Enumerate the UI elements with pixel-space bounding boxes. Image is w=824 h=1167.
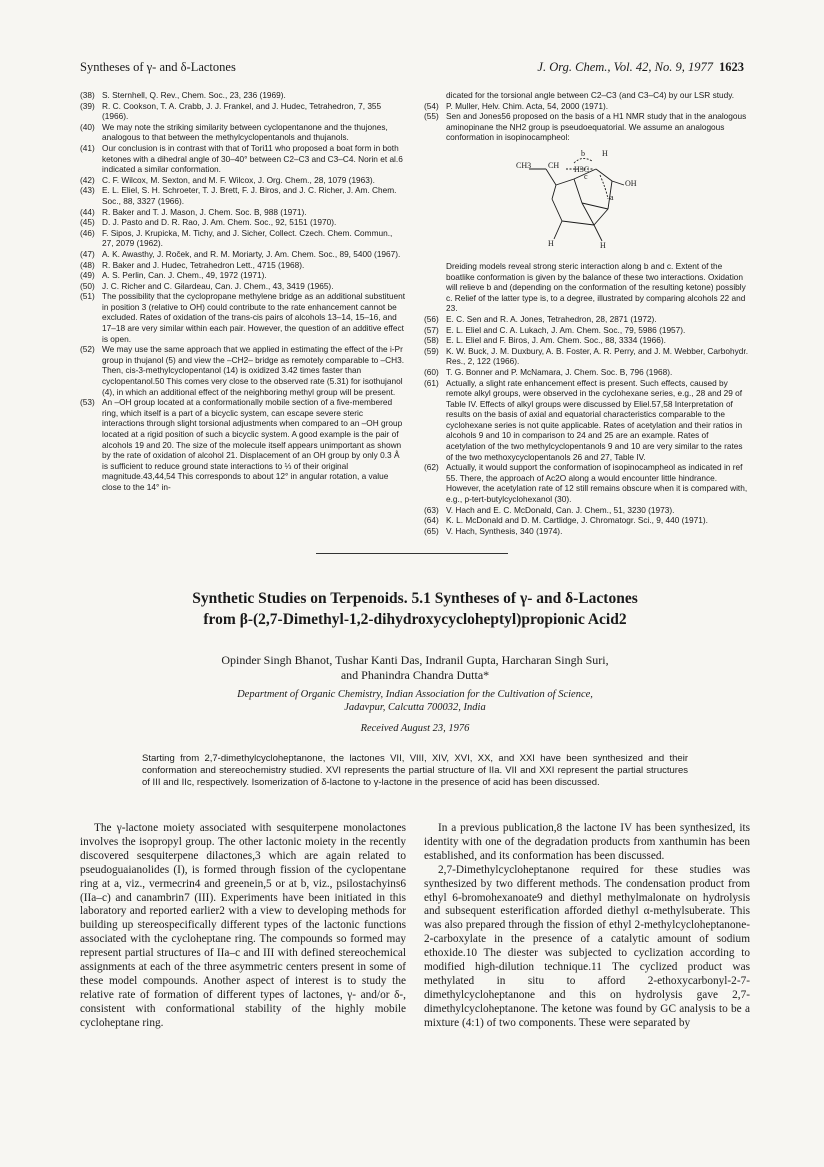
reference-number: (44) — [80, 206, 95, 217]
reference-number: (60) — [424, 366, 439, 377]
h3c-label: H3C — [574, 164, 590, 174]
reference-entry — [424, 378, 750, 463]
reference-entry — [424, 367, 750, 378]
isopinocampheol-structure-figure — [424, 147, 750, 259]
reference-text: The possibility that the cyclopropane methylene bridge as an additional substituent in position 3 (relative to OH) could contribute to the rate enhancement cannot be excluded. Rates of oxidation of the trans-cis pairs of alcohols 13–14, 15–16, and 17–18 are very similar within each pair. However, the question of an additive effect is open. — [102, 291, 406, 344]
reference-number: (42) — [80, 174, 95, 185]
reference-text: R. C. Cookson, T. A. Crabb, J. J. Frankel, and J. Hudec, Tetrahedron, 7, 355 (1966). — [102, 100, 382, 122]
reference-number: (45) — [80, 217, 95, 228]
reference-number: (40) — [80, 121, 95, 132]
reference-number: (49) — [80, 270, 95, 281]
reference-number: (50) — [80, 280, 95, 291]
reference-entry — [80, 270, 406, 281]
journal-name: J. Org. Chem., Vol. 42, No. 9, 1977 — [537, 60, 713, 74]
reference-number: (64) — [424, 515, 439, 526]
reference-text: J. C. Richer and C. Gilardeau, Can. J. Chem., 43, 3419 (1965). — [102, 280, 334, 291]
reference-number: (38) — [80, 90, 95, 100]
reference-entry — [424, 526, 750, 537]
reference-number: (55) — [424, 111, 439, 122]
reference-text: A. S. Perlin, Can. J. Chem., 49, 1972 (1971). — [102, 270, 267, 281]
ch3-label: CH3 — [516, 160, 532, 170]
interaction-b-label: b — [581, 148, 585, 158]
interaction-c-label: c — [584, 171, 588, 181]
reference-text: Actually, a slight rate enhancement effect is present. Such effects, caused by remote alkyl groups, were observed in the cyclohexane series, e.g., 28 and 29 of Table IV. Effects of alkyl groups were discussed by Eliel.57,58 Interpretation of results on the basis of axial and equatorial characteristics comparable to the cyclohexane series is not quite applicable. Rates of acetylation and their ratios in alcohols 9 and 10 in comparison to 24 and 25 are an example. Rates of acetylation of the two methylcyclopentanols 9 and 10 are very similar to the rates of the two methoxycyclopentanols 26 and 27, Table IV. — [446, 377, 743, 462]
h-right-label: H — [600, 240, 606, 250]
title-line-2: from β-(2,7-Dimethyl-1,2-dihydroxycycloheptyl)propionic Acid2 — [203, 611, 627, 628]
author-list — [80, 653, 750, 683]
reference-text: C. F. Wilcox, M. Sexton, and M. F. Wilcox, J. Org. Chem., 28, 1079 (1963). — [102, 174, 375, 185]
section-divider — [316, 553, 508, 554]
reference-text: E. C. Sen and R. A. Jones, Tetrahedron, 28, 2871 (1972). — [446, 313, 657, 324]
reference-text: We may use the same approach that we applied in estimating the effect of the i-Pr group in thujanol (5) and view the –CH2– bridge as remotely comparable to –CH3. Then, cis-3-methylcyclopentanol (14) is oxidized 3.42 times faster than cyclopentanol.50 This comes very close to the observed rate (5.31) for isothujanol (4), in which an additional effect of the neighboring methyl group will be present. — [102, 344, 405, 397]
reference-entry — [80, 122, 406, 143]
journal-citation — [537, 60, 744, 75]
reference-number: (51) — [80, 291, 95, 302]
reference-number: (53) — [80, 397, 95, 408]
reference-entry — [80, 175, 406, 186]
reference-text: D. J. Pasto and D. R. Rao, J. Am. Chem. Soc., 92, 5151 (1970). — [102, 217, 337, 228]
reference-entry — [424, 261, 750, 314]
reference-text: A. K. Awasthy, J. Roček, and R. M. Moriarty, J. Am. Chem. Soc., 89, 5400 (1967). — [102, 248, 401, 259]
reference-number: (54) — [424, 100, 439, 111]
authors-line-2: and Phanindra Chandra Dutta* — [340, 668, 490, 682]
reference-number: (59) — [424, 345, 439, 356]
reference-number: (62) — [424, 462, 439, 473]
title-line-1: Synthetic Studies on Terpenoids. 5.1 Syntheses of γ- and δ-Lactones — [192, 590, 638, 607]
running-header — [80, 60, 744, 76]
reference-entry — [424, 101, 750, 112]
reference-number: (43) — [80, 185, 95, 196]
reference-number: (48) — [80, 259, 95, 270]
reference-entry — [80, 344, 406, 397]
received-date: Received August 23, 1976 — [360, 723, 470, 734]
reference-number: (41) — [80, 142, 95, 153]
body-paragraph: The γ-lactone moiety associated with sesquiterpene monolactones involves the isopropyl group. The other lactonic moiety in the recently discovered sesquiterpene dilactones,3 which are again related to pseudoguaianolides (I), is formed through fission of the cyclopentane ring at a, viz., vermecrin4 and greenein,5 or at b, viz., psilostachyins6 (IIa–c) and canambrin7 (III). Experiments have been initiated in this laboratory and reported earlier2 with a view to developing methods for building up stereospecifically different types of the lactonic functions associated with the cycloheptane ring. The compounds so formed may represent partial structures of IIa–c and III with defined stereochemical assignments at each of the three asymmetric centers present in some of these model compounds. Another aspect of interest is to study the relative rate of formation of different types of lactones, γ- and/or δ-, consistent with conformational stability of the highly mobile cycloheptane ring. — [80, 822, 406, 1029]
reference-text: Dreiding models reveal strong steric interaction along b and c. Extent of the boatlike conformation is given by the balance of these two interactions. Oxidation will relieve b and (depending on the conformation of the resulting ketone) possibly c. Relief of the latter type is, to a degree, illustrated by comparing alcohols 22 and 23. — [446, 260, 746, 314]
reference-number: (63) — [424, 504, 439, 515]
reference-entry — [424, 515, 750, 526]
reference-text: V. Hach, Synthesis, 340 (1974). — [446, 525, 563, 536]
reference-text: V. Hach and E. C. McDonald, Can. J. Chem., 51, 3230 (1973). — [446, 504, 675, 515]
reference-entry — [424, 314, 750, 325]
references-right-column — [424, 90, 750, 536]
reference-text: dicated for the torsional angle between C2–C3 (and C3–C4) by our LSR study. — [446, 90, 735, 100]
reference-entry — [80, 291, 406, 344]
oh-label: OH — [625, 178, 637, 188]
reference-text: S. Sternhell, Q. Rev., Chem. Soc., 23, 236 (1969). — [102, 90, 286, 100]
body-column-right — [424, 822, 750, 1031]
reference-entry — [80, 281, 406, 292]
reference-number: (56) — [424, 313, 439, 324]
article-title — [80, 588, 750, 630]
reference-entry — [80, 90, 406, 101]
reference-text: R. Baker and T. J. Mason, J. Chem. Soc. B, 988 (1971). — [102, 206, 307, 217]
reference-entry — [80, 397, 406, 492]
ch-label: CH — [548, 160, 560, 170]
reference-text: Sen and Jones56 proposed on the basis of a H1 NMR study that in the analogous aminopinane the NH2 group is pseudoequatorial. We assume an analogous conformation in isopinocampheol: — [446, 111, 747, 143]
reference-entry — [424, 462, 750, 504]
reference-entry — [424, 90, 750, 101]
reference-entry — [424, 505, 750, 516]
affiliation — [80, 688, 750, 714]
page-number: 1623 — [719, 60, 744, 74]
reference-entry — [80, 260, 406, 271]
reference-number: (39) — [80, 100, 95, 111]
reference-entry — [424, 325, 750, 336]
reference-number: (47) — [80, 248, 95, 259]
reference-number: (58) — [424, 335, 439, 346]
body-column-left — [80, 822, 406, 1031]
reference-entry — [80, 143, 406, 175]
reference-text: E. L. Eliel and C. A. Lukach, J. Am. Chem. Soc., 79, 5986 (1957). — [446, 324, 686, 335]
reference-number: (61) — [424, 377, 439, 388]
reference-text: An –OH group located at a conformationally mobile section of a five-membered ring, which itself is a part of a bicyclic system, can escape severe steric interactions through slight torsional adjustments when compared to an –OH group located at a rigid position of such a bicyclic system. A good example is the pair of alcohols 19 and 20. The size of the molecule itself appears unimportant as shown by the rate of oxidation of alcohol 21. Displacement of an OH group by only 0.3 Å is sufficient to reduce ground state interactions to ⅓ of their original magnitude.43,44,54 This corresponds to about 12° in angular rotation, a value close to the 14° in- — [102, 397, 403, 492]
body-paragraph: 2,7-Dimethylcycloheptanone required for these studies was synthesized by two different methods. The condensation product from ethyl 6-bromohexanoate9 and diethyl methylmalonate on hydrolysis and subsequent esterification afforded diethyl α-methylsuberate. This was also prepared through the fission of ethyl 2-methylcycloheptanone-2-carboxylate in the presence of a catalytic amount of sodium ethoxide.10 The diester was subjected to cyclization according to modified high-dilution technique.11 The cyclized product was methylated in situ to afford 2-ethoxycarbonyl-2-7-dimethylcycloheptanone and this on hydrolysis gave 2,7-dimethylcycloheptanone. The ketone was found by GC analysis to be a mixture (4:1) of two components. These were separated by — [424, 863, 750, 1029]
reference-entry — [80, 228, 406, 249]
running-title: Syntheses of γ- and δ-Lactones — [80, 60, 236, 74]
affiliation-line-1: Department of Organic Chemistry, Indian Association for the Cultivation of Science, — [237, 689, 593, 700]
reference-entry — [80, 249, 406, 260]
references-left-column — [80, 90, 406, 493]
structure-drawing — [424, 147, 750, 259]
reference-number: (52) — [80, 344, 95, 355]
reference-entry — [424, 346, 750, 367]
affiliation-line-2: Jadavpur, Calcutta 700032, India — [344, 702, 486, 713]
interaction-a-label: a — [610, 192, 614, 202]
abstract: Starting from 2,7-dimethylcycloheptanone, the lactones VII, VIII, XIV, XVI, XX, and XXI have been synthesized and their conformation and stereochemistry studied. XVI represents the partial structure of IIa. VII and XXI represent the partial structures of III and IIc, respectively. Isomerization of δ-lactone to γ-lactone in the presence of acid has been discussed. — [142, 753, 688, 789]
reference-entry — [424, 335, 750, 346]
reference-entry — [80, 217, 406, 228]
reference-text: Our conclusion is in contrast with that of Tori11 who proposed a boat form in both ketones with a dihedral angle of 30–40° between C2–C3 and C3–C4. Norin et al.6 indicated a similar conformation. — [102, 142, 403, 175]
reference-number: (46) — [80, 227, 95, 238]
reference-entry — [424, 111, 750, 143]
reference-number: (57) — [424, 324, 439, 335]
reference-text: Actually, it would support the conformation of isopinocampheol as indicated in ref 55. There, the approach of Ac2O along a would encounter little hindrance. However, the acetylation rate of 12 still remains obscure when it is compared with, e.g., p-tert-butylcyclohexanol (30). — [446, 462, 748, 505]
reference-text: E. L. Eliel, S. H. Schroeter, T. J. Brett, F. J. Biros, and J. C. Richer, J. Am. Chem. Soc., 88, 3327 (1966). — [102, 185, 397, 206]
reference-text: K. L. McDonald and D. M. Cartlidge, J. Chromatogr. Sci., 9, 440 (1971). — [446, 515, 708, 526]
authors-line-1: Opinder Singh Bhanot, Tushar Kanti Das, Indranil Gupta, Harcharan Singh Suri, — [221, 653, 609, 667]
reference-text: K. W. Buck, J. M. Duxbury, A. B. Foster, A. R. Perry, and J. M. Webber, Carbohydr. Res., 2, 122 (1966). — [446, 345, 749, 367]
reference-text: E. L. Eliel and F. Biros, J. Am. Chem. Soc., 88, 3334 (1966). — [446, 335, 666, 346]
reference-entry — [80, 185, 406, 206]
h-left-label: H — [548, 238, 554, 248]
reference-number: (65) — [424, 525, 439, 536]
reference-entry — [80, 207, 406, 218]
reference-text: We may note the striking similarity between cyclopentanone and the thujones, analogous to that between the methylcyclopentanols and thujanols. — [102, 121, 388, 143]
reference-text: T. G. Bonner and P. McNamara, J. Chem. Soc. B, 796 (1968). — [446, 366, 673, 377]
reference-text: F. Sipos, J. Krupicka, M. Tichy, and J. Sicher, Collect. Czech. Chem. Commun., 27, 2079 (1962). — [102, 227, 393, 249]
body-paragraph: In a previous publication,8 the lactone IV has been synthesized, its identity with one of the degradation products from xanthumin has been established, and its conformation has been discussed. — [424, 822, 750, 862]
reference-text: P. Muller, Helv. Chim. Acta, 54, 2000 (1971). — [446, 100, 609, 111]
reference-text: R. Baker and J. Hudec, Tetrahedron Lett., 4715 (1968). — [102, 259, 305, 270]
reference-entry — [80, 101, 406, 122]
h-top-label: H — [602, 148, 608, 158]
